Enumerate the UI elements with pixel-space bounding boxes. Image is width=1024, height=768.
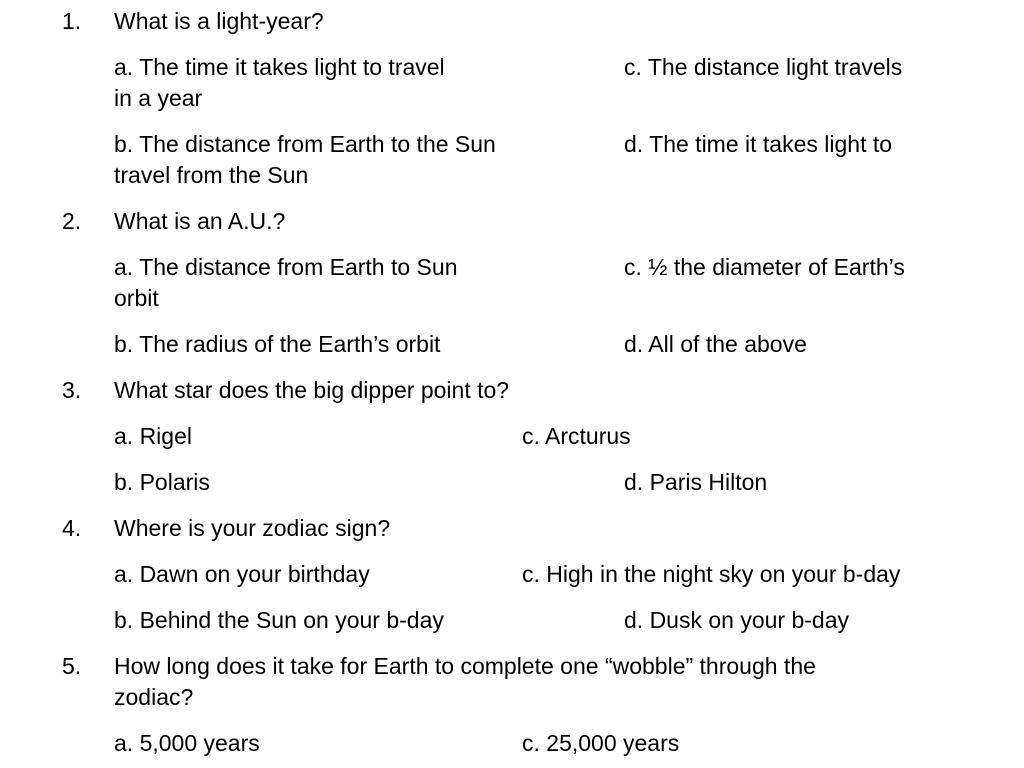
question-2-text: What is an A.U.? — [114, 208, 286, 234]
question-3-choice-d: d. Paris Hilton — [624, 469, 768, 495]
question-5-choice-a: a. 5,000 years — [114, 730, 260, 756]
question-4-text: Where is your zodiac sign? — [114, 515, 391, 541]
question-4-choice-d: d. Dusk on your b-day — [624, 607, 850, 633]
question-3-text: What star does the big dipper point to? — [114, 377, 510, 403]
question-1-choice-b: b. The distance from Earth to the Sun — [114, 131, 496, 157]
question-4-choice-b: b. Behind the Sun on your b-day — [114, 607, 444, 633]
question-5-text: How long does it take for Earth to complete one “wobble” through the — [114, 653, 816, 679]
question-4-number: 4. — [62, 515, 82, 541]
question-2-choice-c: c. ½ the diameter of Earth’s — [624, 254, 905, 280]
question-4-choice-c: c. High in the night sky on your b-day — [522, 561, 901, 587]
question-2-choice-c-wrap: orbit — [114, 285, 159, 311]
question-1-text: What is a light-year? — [114, 8, 324, 34]
question-3-choice-b: b. Polaris — [114, 469, 210, 495]
question-2-choice-a: a. The distance from Earth to Sun — [114, 254, 458, 280]
question-5-choice-c: c. 25,000 years — [522, 730, 680, 756]
question-1-choice-a-wrap: in a year — [114, 85, 203, 111]
question-3-number: 3. — [62, 377, 82, 403]
question-1-choice-a: a. The time it takes light to travel — [114, 54, 445, 80]
question-3-choice-c: c. Arcturus — [522, 423, 631, 449]
question-1-choice-c: c. The distance light travels — [624, 54, 903, 80]
question-1-choice-d-wrap: travel from the Sun — [114, 162, 309, 188]
question-3-choice-a: a. Rigel — [114, 423, 192, 449]
question-5-text-wrap: zodiac? — [114, 684, 194, 710]
question-2-choice-b: b. The radius of the Earth’s orbit — [114, 331, 441, 357]
question-1-choice-d: d. The time it takes light to — [624, 131, 893, 157]
question-2-number: 2. — [62, 208, 82, 234]
question-2-choice-d: d. All of the above — [624, 331, 807, 357]
question-4-choice-a: a. Dawn on your birthday — [114, 561, 370, 587]
question-5-number: 5. — [62, 653, 82, 679]
question-1-number: 1. — [62, 8, 82, 34]
